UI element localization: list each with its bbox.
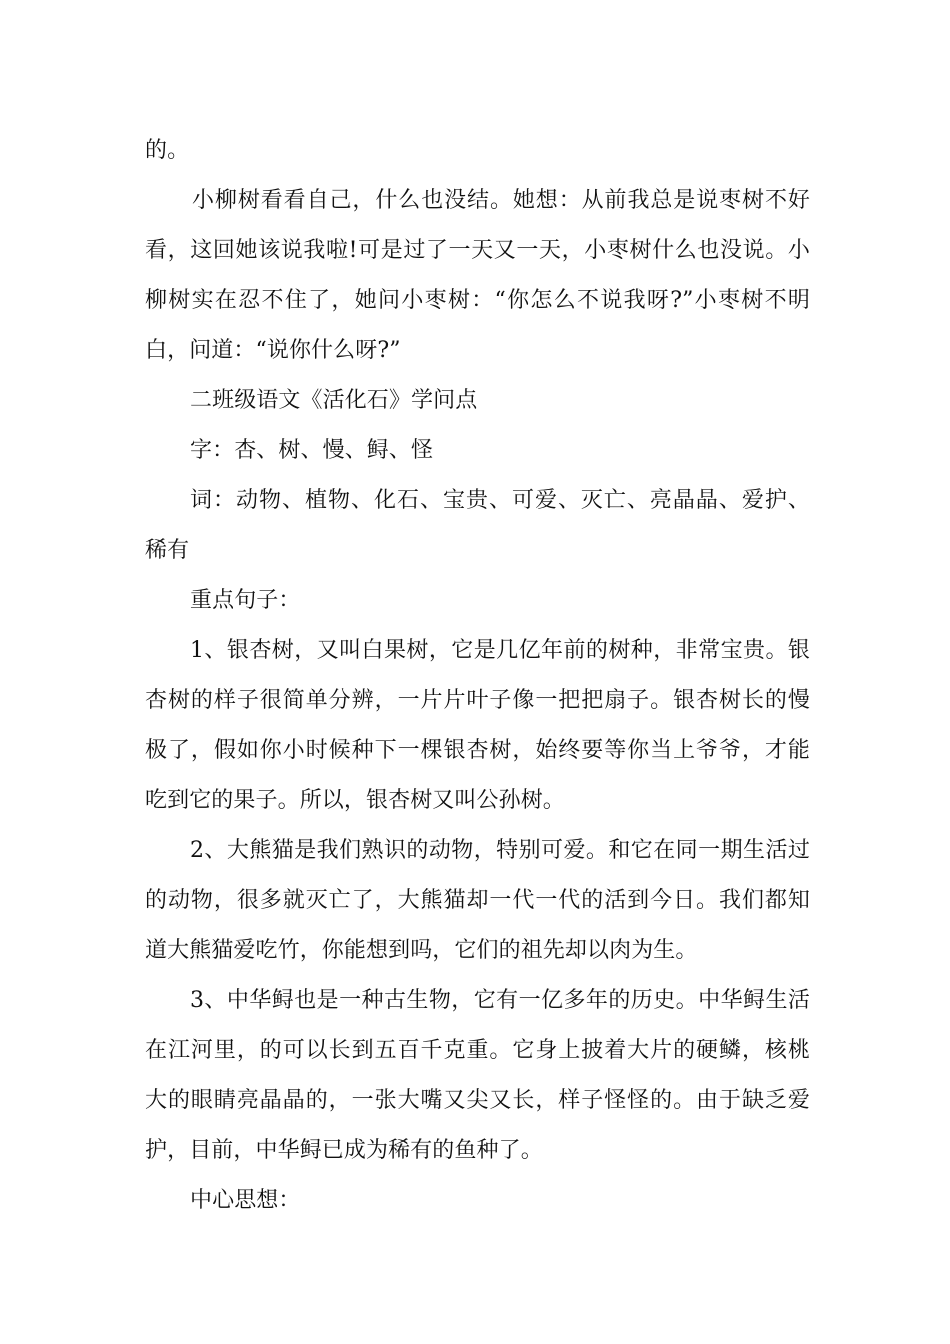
section-heading: 二班级语文《活化石》学问点 xyxy=(190,388,478,413)
words-line: 稀有 xyxy=(145,538,190,563)
sentence-line: 在江河里，的可以长到五百千克重。它身上披着大片的硬鳞，核桃 xyxy=(145,1038,810,1063)
paragraph-line: 看，这回她该说我啦!可是过了一天又一天，小枣树什么也没说。小 xyxy=(145,238,810,263)
sentence-line: 吃到它的果子。所以，银杏树又叫公孙树。 xyxy=(145,788,565,813)
paragraph-line: 白，问道：“说你什么呀?” xyxy=(145,338,401,363)
sentence-line: 3、中华鲟也是一种古生物，它有一亿多年的历史。中华鲟生活 xyxy=(190,988,810,1013)
sentence-line: 极了，假如你小时候种下一棵银杏树，始终要等你当上爷爷，才能 xyxy=(145,738,810,763)
key-sentences-heading: 重点句子： xyxy=(190,588,301,613)
sentence-line: 大的眼睛亮晶晶的，一张大嘴又尖又长，样子怪怪的。由于缺乏爱 xyxy=(145,1088,810,1113)
sentence-line: 的动物，很多就灭亡了，大熊猫却一代一代的活到今日。我们都知 xyxy=(145,888,810,913)
sentence-line: 护，目前，中华鲟已成为稀有的鱼种了。 xyxy=(145,1138,543,1163)
sentence-line: 2、大熊猫是我们熟识的动物，特别可爱。和它在同一期生活过 xyxy=(190,838,810,863)
sentence-line: 杏树的样子很简单分辨，一片片叶子像一把把扇子。银杏树长的慢 xyxy=(145,688,810,713)
paragraph-line: 小柳树看看自己，什么也没结。她想：从前我总是说枣树不好 xyxy=(192,188,810,213)
text-line: 的。 xyxy=(145,138,190,163)
words-line: 词：动物、植物、化石、宝贵、可爱、灭亡、亮晶晶、爱护、 xyxy=(190,488,810,513)
sentence-line: 1、银杏树，又叫白果树，它是几亿年前的树种，非常宝贵。银 xyxy=(190,638,810,663)
paragraph-line: 柳树实在忍不住了，她问小枣树：“你怎么不说我呀?”小枣树不明 xyxy=(145,288,810,313)
main-idea-heading: 中心思想： xyxy=(190,1188,301,1213)
characters-line: 字：杏、树、慢、鲟、怪 xyxy=(190,438,434,463)
sentence-line: 道大熊猫爱吃竹，你能想到吗，它们的祖先却以肉为生。 xyxy=(145,938,698,963)
